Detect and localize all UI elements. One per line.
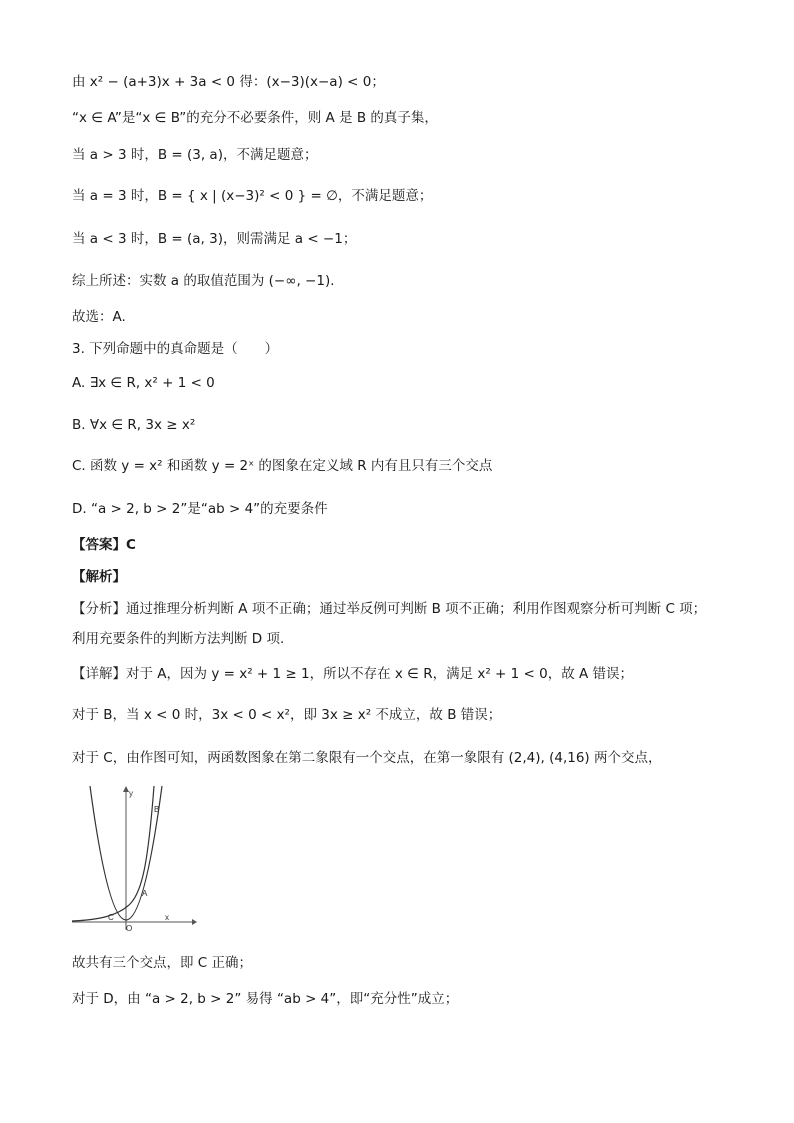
text-line: 由 x² − (a+3)x + 3a < 0 得：(x−3)(x−a) < 0； — [72, 74, 385, 90]
option-d: D. “a > 2, b > 2”是“ab > 4”的充要条件 — [72, 501, 328, 517]
option-a: A. ∃x ∈ R, x² + 1 < 0 — [72, 375, 215, 391]
analysis-text: 利用充要条件的判断方法判断 D 项. — [72, 631, 285, 647]
detail-text: 对于 B，当 x < 0 时，3x < 0 < x²，即 3x ≥ x² 不成立，故 B 错误； — [72, 707, 502, 723]
y-axis-label: y — [129, 789, 133, 798]
text-line: 综上所述：实数 a 的取值范围为 (−∞, −1). — [72, 273, 335, 289]
text-line: 故选：A. — [72, 309, 126, 325]
detail-text: 【详解】对于 A，因为 y = x² + 1 ≥ 1，所以不存在 x ∈ R，满足 x² + 1 < 0，故 A 错误； — [72, 666, 634, 682]
analysis-heading: 【解析】 — [72, 569, 126, 585]
point-a-label: A — [142, 889, 148, 898]
option-c: C. 函数 y = x² 和函数 y = 2ˣ 的图象在定义域 R 内有且只有三个交点 — [72, 458, 493, 474]
detail-text: 对于 C，由作图可知，两函数图象在第二象限有一个交点，在第一象限有 (2,4), (4,16) 两个交点， — [72, 750, 662, 766]
text-line: 当 a < 3 时，B = (a, 3)，则需满足 a < −1； — [72, 231, 357, 247]
origin-label: O — [126, 924, 133, 933]
detail-text: 故共有三个交点，即 C 正确； — [72, 955, 253, 971]
text-line: “x ∈ A”是“x ∈ B”的充分不必要条件，则 A 是 B 的真子集， — [72, 110, 438, 126]
option-b: B. ∀x ∈ R, 3x ≥ x² — [72, 417, 196, 433]
x-axis-arrow — [192, 919, 197, 925]
function-graph — [68, 784, 198, 934]
detail-text: 对于 D，由 “a > 2, b > 2” 易得 “ab > 4”，即“充分性”成立； — [72, 991, 459, 1007]
text-line: 当 a > 3 时，B = (3, a)，不满足题意； — [72, 147, 318, 163]
point-c-label: C — [108, 913, 114, 922]
x-axis-label: x — [165, 913, 169, 922]
point-b-label: B — [154, 805, 160, 814]
text-line: 当 a = 3 时，B = { x | (x−3)² < 0 } = ∅，不满足题意； — [72, 188, 433, 204]
exponential-curve — [72, 786, 154, 921]
analysis-text: 【分析】通过推理分析判断 A 项不正确；通过举反例可判断 B 项不正确；利用作图观察分析可判断 C 项； — [72, 601, 707, 617]
answer-heading: 【答案】C — [72, 537, 136, 553]
question-title: 3. 下列命题中的真命题是（ ） — [72, 341, 279, 357]
